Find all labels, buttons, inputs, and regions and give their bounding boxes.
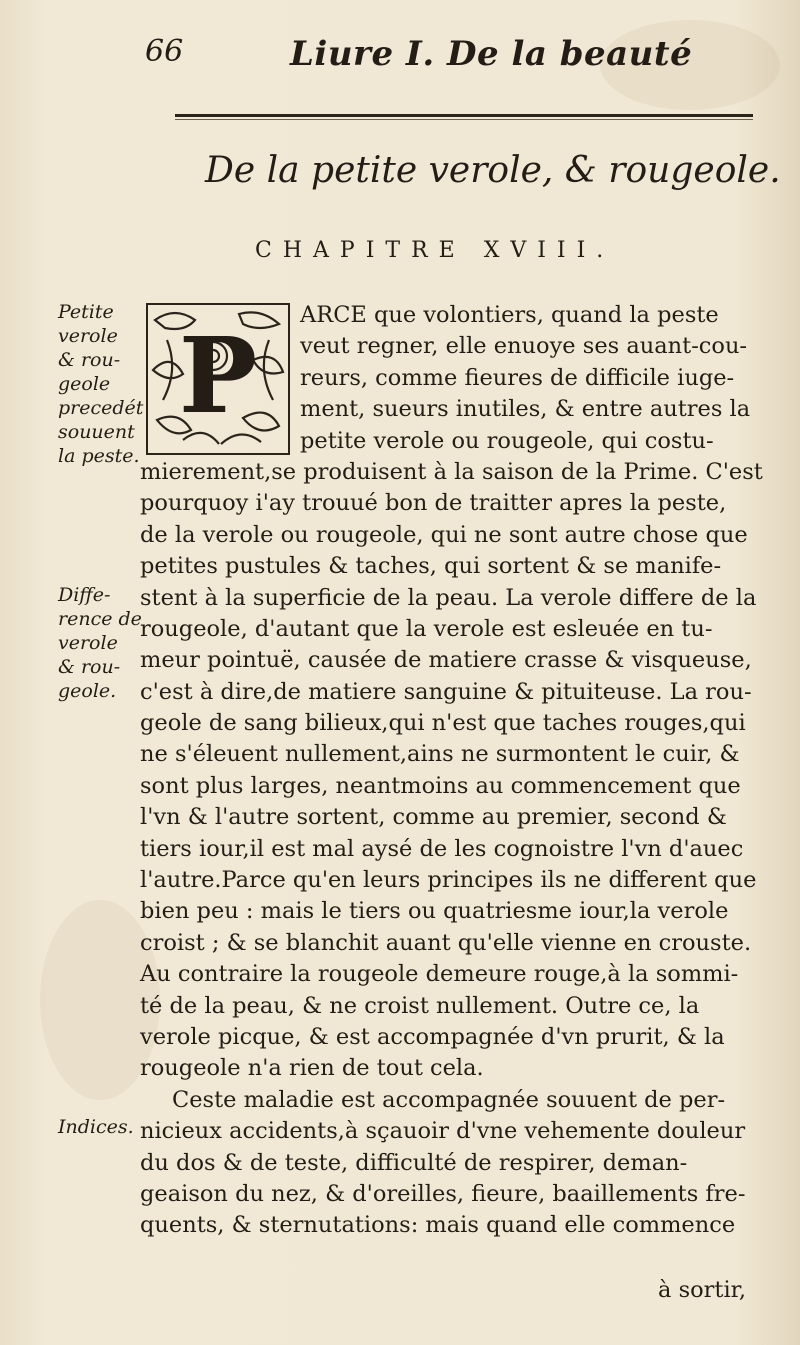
text-line: Ceste maladie est accompagnée souuent de per- [172,1086,726,1113]
page-number: 66 [145,34,184,69]
section-title: De la petite verole, & rougeole. [205,150,781,191]
text-line: verole picque, & est accompagnée d'vn prurit, & la [140,1023,725,1050]
text-line: de la verole ou rougeole, qui ne sont autre chose que [140,521,748,548]
text-line: geaison du nez, & d'oreilles, fieure, baaillements fre- [140,1180,746,1207]
text-line: rougeole n'a rien de tout cela. [140,1055,484,1082]
margin-note-indices: Indices. [58,1116,134,1138]
text-line: stent à la superficie de la peau. La verole differe de la [140,584,757,611]
text-line: meur pointuë, causée de matiere crasse & visqueuse, [140,647,752,674]
text-line: c'est à dire,de matiere sanguine & pituiteuse. La rou- [140,678,752,705]
drop-cap-letter: P [178,314,258,437]
header-rule [175,114,753,117]
text-line: l'autre.Parce qu'en leurs principes ils ne different que [140,867,757,894]
text-line: pourquoy i'ay trouué bon de traitter apres la peste, [140,490,727,517]
text-line: quents, & sternutations: mais quand elle commence [140,1212,736,1239]
text-line: tiers iour,il est mal aysé de les cognoistre l'vn d'auec [140,835,744,862]
chapter-heading: CHAPITRE XVIII. [255,238,615,263]
text-line: ne s'éleuent nullement,ains ne surmontent le cuir, & [140,741,740,768]
text-line: petites pustules & taches, qui sortent & se manife- [140,553,722,580]
text-line: sont plus larges, neantmoins au commencement que [140,772,741,799]
text-line: l'vn & l'autre sortent, comme au premier, second & [140,804,727,831]
page-header [145,28,765,78]
text-line: geole de sang bilieux,qui n'est que taches rouges,qui [140,710,746,737]
text-line: ARCE que volontiers, quand la peste [300,302,719,328]
text-line: bien peu : mais le tiers ou quatriesme iour,la verole [140,898,729,925]
body-text [140,300,763,1242]
text-line: nicieux accidents,à sçauoir d'vne vehemente douleur [140,1118,746,1145]
text-line: Au contraire la rougeole demeure rouge,à la sommi- [140,961,739,988]
text-line: reurs, comme fieures de difficile iuge- [300,364,735,391]
header-rule-thin [175,119,753,120]
catchword: à sortir, [658,1277,747,1303]
text-line: petite verole ou rougeole, qui costu- [300,427,714,454]
running-title: Liure I. De la beauté [290,34,693,74]
text-line: té de la peau, & ne croist nullement. Outre ce, la [140,992,700,1019]
text-line: ment, sueurs inutiles, & entre autres la [300,396,751,423]
text-line: mierement,se produisent à la saison de la Prime. C'est [140,458,763,485]
text-line: croist ; & se blanchit auant qu'elle vienne en crouste. [140,929,752,956]
text-line: du dos & de teste, difficulté de respirer, deman- [140,1149,688,1176]
margin-note-petite-verole: Petite verole & rou- geole precedét souuent la peste. [58,301,144,467]
margin-note-difference: Diffe- rence de verole & rou- geole. [58,584,142,702]
text-line: veut regner, elle enuoye ses auant-cou- [300,333,748,360]
text-line: rougeole, d'autant que la verole est esleuée en tu- [140,615,713,642]
